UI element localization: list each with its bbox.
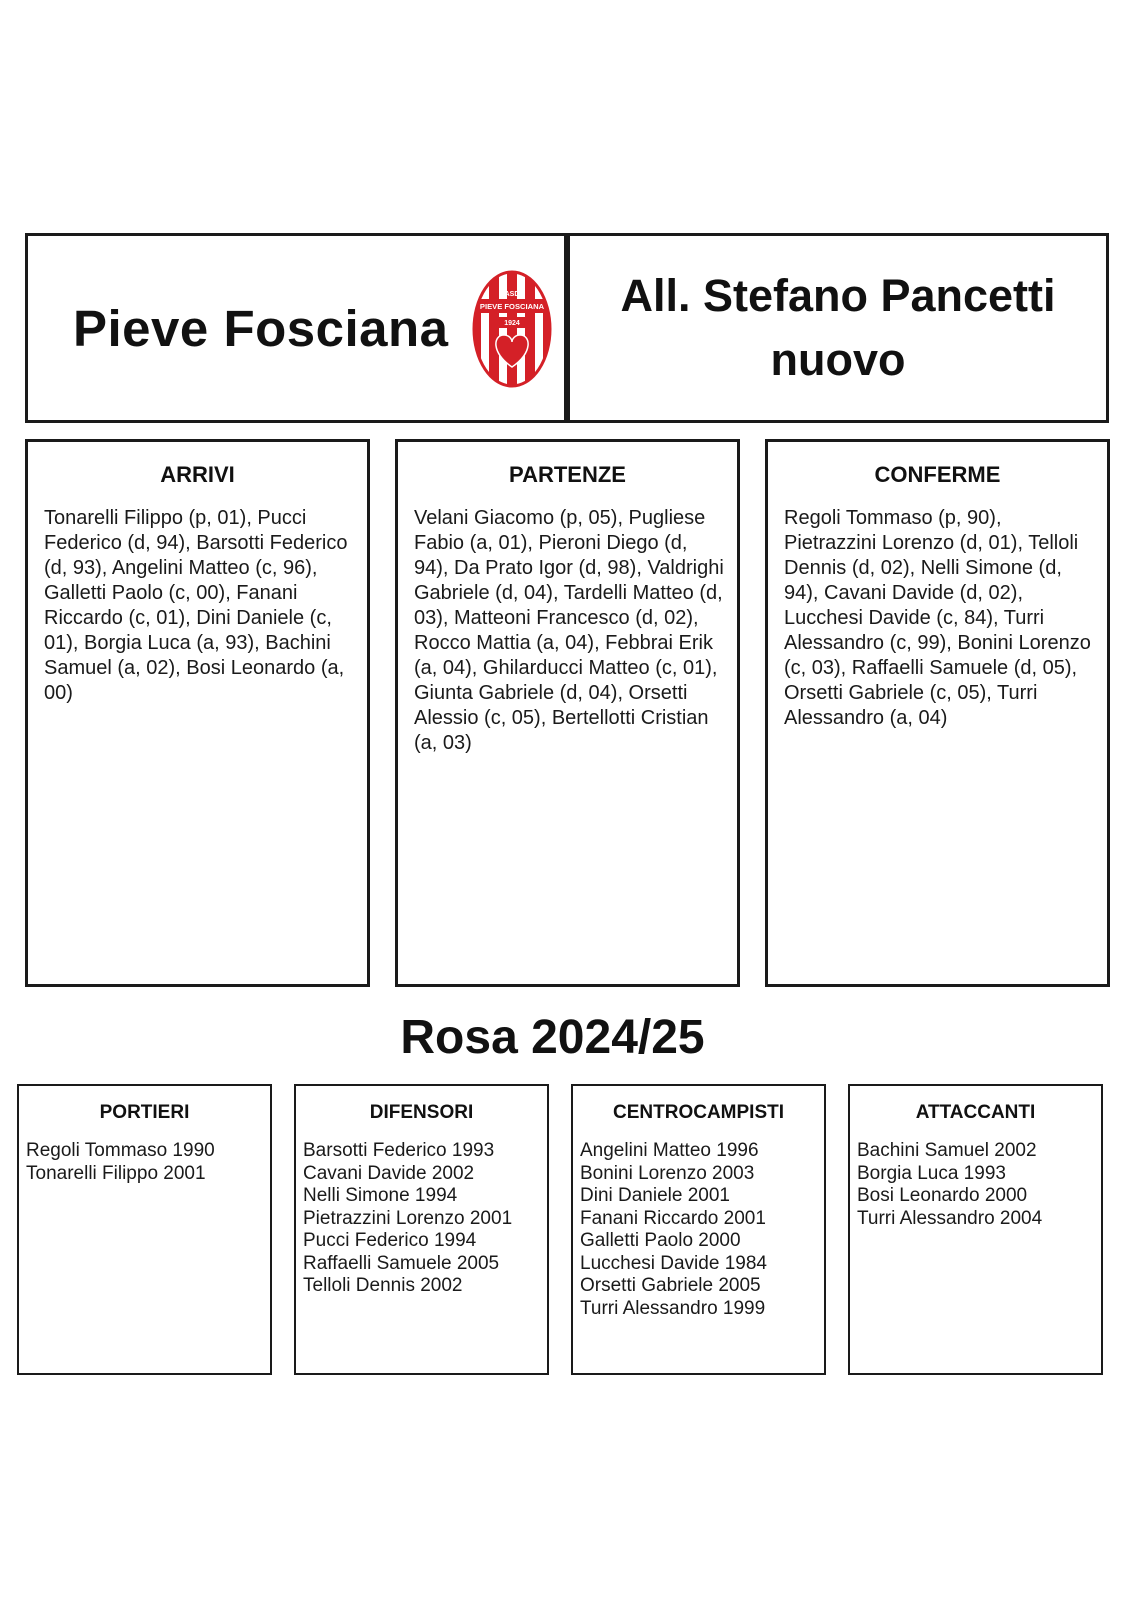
list-item: Tonarelli Filippo 2001: [26, 1162, 206, 1184]
conferme-list: Regoli Tommaso (p, 90), Pietrazzini Lorenzo (d, 01), Telloli Dennis (d, 02), Nelli Simone (d, 94), Cavani Davide (d, 02), Lucchesi Davide (c, 84), Turri Alessandro (c, 99), Bonini Lorenzo (c, 03), Raffaelli Samuele (d, 05), Orsetti Gabriele (c, 05), Turri Alessandro (a, 04): [784, 507, 1091, 729]
list-item: Dini Daniele 2001: [580, 1185, 730, 1206]
crest-name-text: PIEVE FOSCIANA: [479, 302, 545, 311]
centrocampisti-title: CENTROCAMPISTI: [613, 1102, 784, 1123]
list-item: Pucci Federico 1994: [303, 1230, 477, 1251]
list-item: Bosi Leonardo 2000: [857, 1185, 1028, 1206]
list-item: Turri Alessandro 2004: [857, 1207, 1043, 1229]
list-item: Turri Alessandro 1999: [580, 1297, 766, 1319]
partenze-list: Velani Giacomo (p, 05), Pugliese Fabio (a, 01), Pieroni Diego (d, 94), Da Prato Igor (d, 98), Valdrighi Gabriele (d, 04), Tardelli Matteo (d, 03), Matteoni Francesco (d, 02), Rocco Mattia (a, 04), Febbrai Erik (a, 04), Ghilarducci Matteo (c, 01), Giunta Gabriele (d, 04), Orsetti Alessio (c, 05), Bertellotti Cristian (a, 03): [414, 507, 724, 754]
list-item: Orsetti Gabriele 2005: [580, 1275, 761, 1296]
centrocampisti-box: [571, 1084, 826, 1375]
partenze-box: [395, 439, 740, 987]
arrivi-title: ARRIVI: [160, 462, 235, 487]
list-item: Borgia Luca 1993: [857, 1162, 1006, 1184]
coach-header-box: [567, 233, 1109, 423]
list-item: Lucchesi Davide 1984: [580, 1252, 767, 1274]
coach-info: [570, 236, 1106, 420]
list-item: Galletti Paolo 2000: [580, 1230, 741, 1251]
difensori-list: [303, 1140, 543, 1298]
coach-status: nuovo: [770, 334, 906, 385]
portieri-title: PORTIERI: [99, 1102, 190, 1123]
team-header-box: [25, 233, 567, 423]
portieri-list: [26, 1140, 266, 1185]
list-item: Barsotti Federico 1993: [303, 1140, 495, 1161]
list-item: Fanani Riccardo 2001: [580, 1207, 766, 1229]
attaccanti-box: [848, 1084, 1103, 1375]
partenze-title: PARTENZE: [509, 462, 626, 487]
list-item: Raffaelli Samuele 2005: [303, 1252, 500, 1274]
team-name: Pieve Fosciana: [73, 299, 449, 357]
list-item: Bonini Lorenzo 2003: [580, 1162, 755, 1184]
attaccanti-list: [857, 1140, 1097, 1230]
conferme-box: [765, 439, 1110, 987]
conferme-title: CONFERME: [874, 462, 1001, 487]
list-item: Telloli Dennis 2002: [303, 1275, 463, 1296]
attaccanti-title: ATTACCANTI: [915, 1102, 1036, 1123]
difensori-title: DIFENSORI: [369, 1102, 474, 1123]
list-item: Regoli Tommaso 1990: [26, 1140, 215, 1161]
list-item: Nelli Simone 1994: [303, 1185, 458, 1206]
club-crest-logo: [471, 269, 553, 389]
list-item: Bachini Samuel 2002: [857, 1140, 1037, 1161]
crest-year-text: 1924: [504, 320, 520, 327]
arrivi-box: [25, 439, 370, 987]
difensori-box: [294, 1084, 549, 1375]
arrivi-list: Tonarelli Filippo (p, 01), Pucci Federico (d, 94), Barsotti Federico (d, 93), Angelini Matteo (c, 96), Galletti Paolo (c, 00), Fanani Riccardo (c, 01), Dini Daniele (c, 01), Borgia Luca (a, 93), Bachini Samuel (a, 02), Bosi Leonardo (a, 00): [44, 507, 348, 704]
centrocampisti-list: [580, 1140, 820, 1320]
list-item: Cavani Davide 2002: [303, 1162, 475, 1184]
coach-name: All. Stefano Pancetti: [620, 270, 1056, 321]
crest-top-text: ASD: [504, 291, 520, 298]
list-item: Pietrazzini Lorenzo 2001: [303, 1207, 513, 1229]
list-item: Angelini Matteo 1996: [580, 1140, 759, 1161]
rosa-title: Rosa 2024/25: [400, 1011, 705, 1064]
portieri-box: [17, 1084, 272, 1375]
